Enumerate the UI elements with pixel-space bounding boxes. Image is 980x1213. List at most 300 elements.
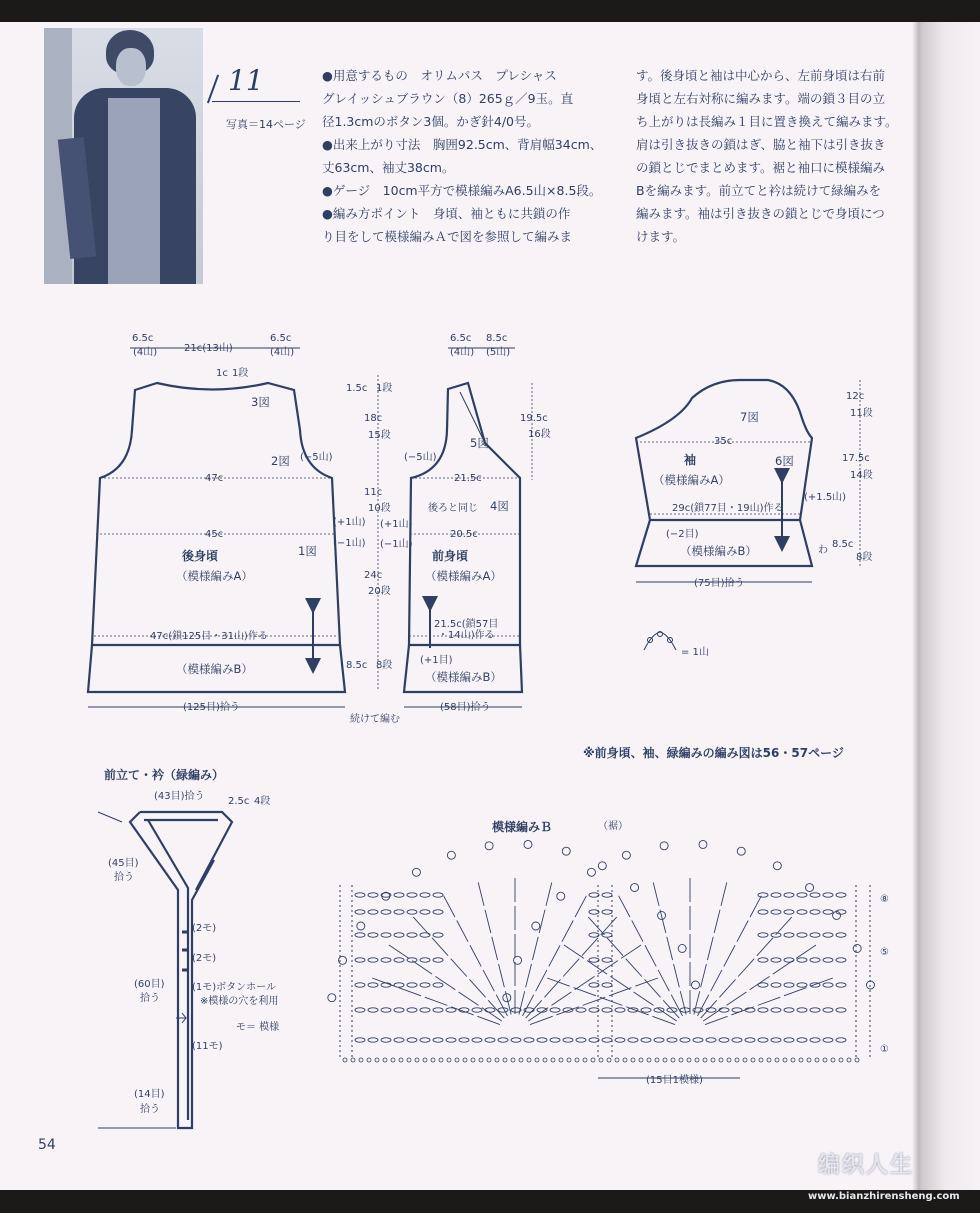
chart-symbol	[853, 944, 861, 952]
chart-symbol	[807, 1058, 811, 1062]
text-line: 身頃と左右対称に編みます。端の鎖３目の立	[636, 91, 886, 106]
chart-symbol	[775, 1058, 779, 1062]
height-18: 18c	[364, 413, 383, 424]
chart-symbol	[488, 1000, 504, 1018]
front-top-left-dim: 6.5c	[450, 333, 472, 344]
chart-symbol	[485, 1038, 495, 1042]
back-top-right-sub: (4山)	[270, 347, 295, 358]
chart-symbol	[628, 1038, 638, 1042]
chart-symbol	[425, 997, 448, 1005]
sleeve-outline	[636, 380, 812, 520]
chart-symbol	[532, 937, 538, 960]
chart-symbol	[797, 910, 807, 914]
chart-symbol	[667, 1038, 677, 1042]
front-pattern-a: （模様編みA）	[425, 569, 502, 583]
collar-pick14a: (14目)	[134, 1089, 165, 1100]
chart-symbol	[719, 1038, 729, 1042]
back-top-left-sub: (4山)	[133, 347, 158, 358]
chart-symbol	[724, 945, 735, 966]
back-body-diagram	[88, 333, 366, 713]
chart-symbol	[784, 958, 794, 962]
chart-symbol	[598, 862, 606, 870]
back-dec5: (−5山)	[300, 452, 333, 463]
chart-symbol	[810, 933, 820, 937]
back-top-mid-dim: 21c(13山)	[184, 343, 233, 354]
chart-symbol	[810, 893, 820, 897]
chart-symbol	[412, 868, 420, 876]
chart-symbol	[694, 991, 700, 1014]
chart-symbol	[634, 992, 654, 1005]
chart-symbol	[382, 892, 390, 900]
chart-symbol	[663, 1058, 667, 1062]
chart-symbol	[711, 1058, 715, 1062]
text-line: り目をして模様編みＡで図を参照して編みま	[322, 229, 573, 244]
front-inc: (+1山)	[380, 519, 413, 530]
chart-symbol	[420, 893, 430, 897]
chart-symbol	[784, 988, 807, 996]
chart-symbol	[726, 992, 746, 1005]
chart-symbol	[600, 997, 623, 1005]
chart-symbol	[847, 1058, 851, 1062]
chart-symbol	[602, 893, 612, 897]
chart-symbol	[615, 1038, 625, 1042]
front-top-height: 19.5c	[520, 413, 548, 424]
chart-symbol	[551, 1058, 555, 1062]
chart-symbol	[771, 893, 781, 897]
back-fig1: 1図	[298, 544, 317, 558]
chart-symbol	[783, 1058, 787, 1062]
sleeve-width-35: 35c	[714, 436, 733, 447]
chart-symbol	[368, 983, 378, 987]
back-width-45: 45c	[205, 529, 224, 540]
chart-symbol	[621, 945, 641, 958]
chart-symbol	[698, 995, 709, 1016]
chart-symbol	[444, 896, 455, 917]
sleeve-diagram	[636, 380, 873, 589]
back-pattern-b: （模様編みB）	[176, 662, 253, 676]
collar-h25-rows: 4段	[254, 796, 271, 807]
chart-symbol	[524, 1038, 534, 1042]
text-line: ●編み方ポイント 身頃、袖ともに共鎖の作	[322, 206, 571, 221]
chart-symbol	[415, 1058, 419, 1062]
chart-symbol	[855, 1058, 859, 1062]
chart-symbol	[383, 1058, 387, 1062]
chart-symbol	[758, 1008, 768, 1012]
chart-symbol	[492, 937, 498, 960]
chart-symbol	[823, 933, 833, 937]
chart-symbol	[557, 892, 565, 900]
chart-symbol	[732, 1038, 742, 1042]
text-line: の鎖とじでまとめます。裾と袖口に模様編み	[636, 160, 886, 175]
chart-symbol	[420, 958, 430, 962]
chart-symbol	[573, 988, 596, 996]
chart-symbol	[372, 978, 395, 986]
collar-title: 前立て・衿（緑編み）	[104, 768, 225, 782]
sleeve-inc: (+1.5山)	[804, 492, 847, 503]
text-line: ●用意するもの オリムパス プレシャス	[322, 68, 557, 83]
text-line: 編みます。袖は引き抜きの鎖とじで身頃につ	[636, 206, 885, 221]
chart-symbol	[496, 995, 507, 1016]
chart-symbol	[471, 1058, 475, 1062]
chart-symbol	[610, 976, 630, 989]
chart-symbol	[407, 933, 417, 937]
chart-symbol	[615, 1058, 619, 1062]
watermark-logo: 编织人生	[818, 1153, 915, 1178]
chart-symbol	[628, 1008, 638, 1012]
front-outline	[409, 383, 520, 645]
chart-symbol	[343, 1058, 347, 1062]
back-title: 後身頃	[182, 549, 219, 563]
collar-mo-legend: モ＝ 模様	[236, 1022, 280, 1033]
chart-symbol	[771, 1038, 781, 1042]
chart-symbol	[823, 910, 833, 914]
chart-symbol	[771, 958, 781, 962]
chart-symbol	[784, 1008, 794, 1012]
chart-symbol	[738, 959, 754, 977]
front-chain-2: ・14山)作る	[438, 630, 495, 641]
chart-symbol	[368, 958, 378, 962]
text-line: 肩は引き抜きの鎖はぎ、脇と袖下は引き抜き	[636, 137, 886, 152]
chart-symbol	[420, 910, 430, 914]
collar-m11: (11モ)	[192, 1041, 223, 1052]
chart-symbol	[699, 840, 707, 848]
front-fig4: 4図	[490, 499, 509, 513]
chart-symbol	[459, 1038, 469, 1042]
chart-symbol	[784, 893, 794, 897]
collar-m2b: (2モ)	[192, 953, 217, 964]
chart-symbol	[623, 1058, 627, 1062]
chart-symbol	[797, 1038, 807, 1042]
chart-symbol	[355, 958, 365, 962]
sleeve-wa: わ	[818, 545, 828, 556]
chart-symbol	[631, 1058, 635, 1062]
chart-symbol	[355, 1008, 365, 1012]
sleeve-h12-rows: 11段	[850, 408, 873, 419]
height-1-5: 1.5c	[346, 383, 368, 394]
back-width-47: 47c	[205, 473, 224, 484]
chart-symbol	[368, 910, 378, 914]
chart-symbol	[355, 1038, 365, 1042]
chart-symbol	[526, 964, 532, 987]
chart-b-symbols	[328, 840, 875, 1062]
chart-symbol	[355, 893, 365, 897]
chart-symbol	[771, 983, 781, 987]
text-line: ち上がりは長編み１目に置き換えて編みます。	[636, 114, 898, 129]
chart-symbol	[562, 847, 570, 855]
back-dec1: (−1山)	[333, 538, 366, 549]
chart-symbol	[514, 956, 522, 964]
chart-symbol	[563, 1038, 573, 1042]
chart-symbol	[505, 991, 511, 1014]
legend-text: = 1山	[681, 647, 709, 658]
back-pattern-a: （模様編みA）	[176, 569, 253, 583]
front-dec1: (−1山)	[380, 539, 413, 550]
chart-symbol	[836, 1008, 846, 1012]
height-8-5: 8.5c	[346, 660, 368, 671]
chart-symbol	[550, 1038, 560, 1042]
chart-symbol	[328, 994, 336, 1002]
chart-symbol	[351, 1058, 355, 1062]
chart-symbol	[823, 1058, 827, 1062]
chart-symbol	[796, 945, 816, 958]
chart-symbol	[799, 1058, 803, 1062]
chart-symbol	[647, 1058, 651, 1062]
front-same-as-back: 後ろと同じ	[428, 503, 478, 514]
chart-symbol	[381, 933, 391, 937]
text-line: 丈63cm、袖丈38cm。	[322, 160, 455, 175]
front-top-left-sub: (4山)	[450, 347, 475, 358]
height-20-rows: 20段	[368, 586, 391, 597]
text-line: す。後身頃と袖は中心から、左前身頃は右前	[636, 68, 886, 83]
chart-symbol	[771, 910, 781, 914]
chart-symbol	[695, 1058, 699, 1062]
chart-symbol	[575, 896, 586, 917]
chart-symbol	[654, 1038, 664, 1042]
chart-symbol	[823, 1008, 833, 1012]
chart-symbol	[432, 938, 448, 956]
chart-symbol	[626, 959, 642, 977]
collar-pick14b: 拾う	[140, 1104, 160, 1115]
chart-symbol	[420, 1038, 430, 1042]
text-line: 径1.3cmのボタン3個。かぎ針4/0号。	[322, 114, 539, 129]
collar-m2a: (2モ)	[192, 923, 217, 934]
chart-symbol	[757, 938, 773, 956]
chart-symbol	[815, 1058, 819, 1062]
chart-symbol	[446, 1038, 456, 1042]
watermark-url: www.bianzhirensheng.com	[808, 1191, 960, 1202]
chart-symbol	[836, 958, 846, 962]
chart-symbol	[587, 868, 595, 876]
chart-symbol	[433, 983, 443, 987]
chart-symbol	[355, 983, 365, 987]
chart-symbol	[495, 1058, 499, 1062]
chart-symbol	[459, 992, 479, 1005]
chart-symbol	[671, 995, 682, 1016]
collar-buttonhole: (1モ)ボタンホール	[192, 982, 276, 993]
chart-symbol	[519, 1058, 523, 1062]
chart-symbol	[457, 921, 468, 942]
chart-symbol	[797, 933, 807, 937]
chart-symbol	[357, 922, 365, 930]
chart-symbol	[745, 1038, 755, 1042]
chart-symbol	[431, 1058, 435, 1062]
chart-symbol	[355, 910, 365, 914]
collar-diagram	[98, 767, 279, 1128]
chart-symbol	[498, 1008, 508, 1012]
chart-symbol	[407, 1058, 411, 1062]
chart-symbol	[836, 1038, 846, 1042]
chart-symbol	[479, 1058, 483, 1062]
chart-symbol	[446, 1008, 456, 1012]
chart-symbol	[701, 964, 707, 987]
collar-pick60a: (60目)	[134, 979, 165, 990]
chart-symbol	[679, 1058, 683, 1062]
chart-symbol	[758, 893, 768, 897]
collar-h25: 2.5c	[228, 796, 250, 807]
front-dec5: (−5山)	[404, 452, 437, 463]
chart-symbol	[407, 1008, 417, 1012]
chart-symbol	[433, 958, 443, 962]
chart-symbol	[751, 1058, 755, 1062]
chart-symbol	[407, 893, 417, 897]
back-pickup: (125目)拾う	[183, 702, 240, 713]
chart-symbol	[806, 884, 814, 892]
chart-symbol	[602, 958, 612, 962]
chart-symbol	[823, 893, 833, 897]
chart-symbol	[394, 983, 404, 987]
chart-symbol	[641, 1008, 651, 1012]
chart-symbol	[576, 1038, 586, 1042]
chart-symbol	[511, 1058, 515, 1062]
chart-symbol	[823, 1038, 833, 1042]
chart-symbol	[546, 883, 552, 906]
chart-symbol	[394, 958, 404, 962]
chart-symbol	[771, 1008, 781, 1012]
chart-symbol	[758, 1038, 768, 1042]
chart-symbol	[368, 893, 378, 897]
back-neck-dim: 1c	[216, 368, 228, 379]
chart-symbol	[559, 1058, 563, 1062]
sleeve-pattern-a: （模様編みA）	[653, 473, 730, 487]
chart-symbol	[499, 964, 505, 987]
collar-pick43: (43目)拾う	[154, 791, 205, 802]
chart-symbol	[381, 1038, 391, 1042]
height-8-rows: 8段	[376, 660, 393, 671]
height-1-rows: 1段	[376, 383, 393, 394]
page-number: 54	[38, 1137, 56, 1153]
chart-symbol	[537, 1038, 547, 1042]
chart-symbol	[463, 1058, 467, 1062]
chart-symbol	[658, 970, 669, 991]
chart-symbol	[562, 921, 573, 942]
chart-symbol	[776, 917, 792, 935]
chart-symbol	[836, 893, 846, 897]
chart-symbol	[433, 1038, 443, 1042]
chart-symbol	[575, 1058, 579, 1062]
front-pickup: (58目)拾う	[440, 702, 491, 713]
sleeve-pickup: (75目)拾う	[694, 578, 745, 589]
back-outline	[92, 383, 340, 645]
chart-symbol	[784, 910, 794, 914]
chart-symbol	[693, 1038, 703, 1042]
chart-symbol	[678, 944, 686, 952]
chart-symbol	[539, 910, 545, 933]
chart-b-row5: ⑤	[880, 947, 889, 958]
chart-symbol	[615, 1008, 625, 1012]
sleeve-h17: 17.5c	[842, 453, 870, 464]
chart-symbol	[487, 1058, 491, 1062]
chart-symbol	[721, 883, 727, 906]
chart-symbol	[433, 893, 443, 897]
chart-symbol	[831, 1058, 835, 1062]
height-15-rows: 15段	[368, 430, 391, 441]
chart-symbol	[551, 992, 571, 1005]
reference-note: ※前身頃、袖、緑編みの編み図は56・57ページ	[583, 746, 844, 760]
chart-symbol	[563, 959, 579, 977]
front-top-right-dim: 8.5c	[486, 333, 508, 344]
front-pattern-b: （模様編みB）	[425, 670, 502, 684]
chart-symbol	[483, 970, 494, 991]
chart-symbol	[619, 896, 630, 917]
chart-symbol	[711, 970, 722, 991]
chart-symbol	[653, 883, 659, 906]
chart-symbol	[375, 1058, 379, 1062]
chart-symbol	[691, 981, 699, 989]
back-chain: 47c(鎖125目・31山)作る	[150, 631, 268, 642]
chart-symbol	[368, 1008, 378, 1012]
chart-symbol	[823, 983, 833, 987]
chart-symbol	[810, 978, 833, 986]
text-line: けます。	[636, 229, 686, 244]
back-fig3: 3図	[251, 395, 270, 409]
chart-symbol	[758, 910, 768, 914]
back-fig2: 2図	[271, 454, 290, 468]
back-inc: (+1山)	[333, 517, 366, 528]
sleeve-fig7: 7図	[740, 410, 759, 424]
chart-symbol	[810, 1008, 820, 1012]
chart-symbol	[526, 1000, 542, 1018]
chart-symbol	[394, 910, 404, 914]
chart-symbol	[797, 893, 807, 897]
chart-symbol	[564, 945, 584, 958]
chart-symbol	[667, 937, 673, 960]
chart-symbol	[472, 1038, 482, 1042]
chart-symbol	[810, 910, 820, 914]
height-11: 11c	[364, 487, 383, 498]
chart-symbol	[394, 893, 404, 897]
chart-symbol	[447, 851, 455, 859]
chart-symbol	[455, 1058, 459, 1062]
chart-symbol	[823, 958, 833, 962]
chart-symbol	[536, 970, 547, 991]
chart-symbol	[743, 1058, 747, 1062]
chart-symbol	[407, 1038, 417, 1042]
chart-symbol	[797, 983, 807, 987]
chart-symbol	[719, 979, 735, 997]
chart-symbol	[485, 1008, 495, 1012]
chart-symbol	[381, 910, 391, 914]
chart-symbol	[543, 1058, 547, 1062]
chart-b-row1: ①	[880, 1044, 889, 1055]
chart-symbol	[433, 1008, 443, 1012]
mountain-legend	[644, 632, 709, 659]
chart-symbol	[791, 1058, 795, 1062]
chart-symbol	[412, 961, 432, 974]
chart-symbol	[836, 983, 846, 987]
chart-symbol	[381, 1008, 391, 1012]
chart-symbol	[607, 938, 623, 956]
front-title: 前身頃	[432, 549, 469, 563]
chart-symbol	[773, 961, 793, 974]
front-top-rows: 16段	[528, 429, 551, 440]
chart-symbol	[680, 1038, 690, 1042]
pattern-number: 11	[228, 64, 264, 97]
continue-knitting: 続けて編む	[350, 714, 400, 725]
text-line: ●出来上がり寸法 胸囲92.5cm、背肩幅34cm、	[322, 137, 603, 152]
chart-symbol	[737, 847, 745, 855]
chart-symbol	[727, 1058, 731, 1062]
chart-symbol	[407, 910, 417, 914]
chart-symbol	[598, 961, 618, 974]
chart-symbol	[810, 958, 820, 962]
chart-symbol	[423, 1058, 427, 1062]
sleeve-h12: 12c	[846, 391, 865, 402]
chart-symbol	[407, 983, 417, 987]
stitch-chart-b	[328, 819, 889, 1086]
chart-symbol	[797, 1008, 807, 1012]
sleeve-fig6: 6図	[775, 454, 794, 468]
chart-symbol	[797, 958, 807, 962]
